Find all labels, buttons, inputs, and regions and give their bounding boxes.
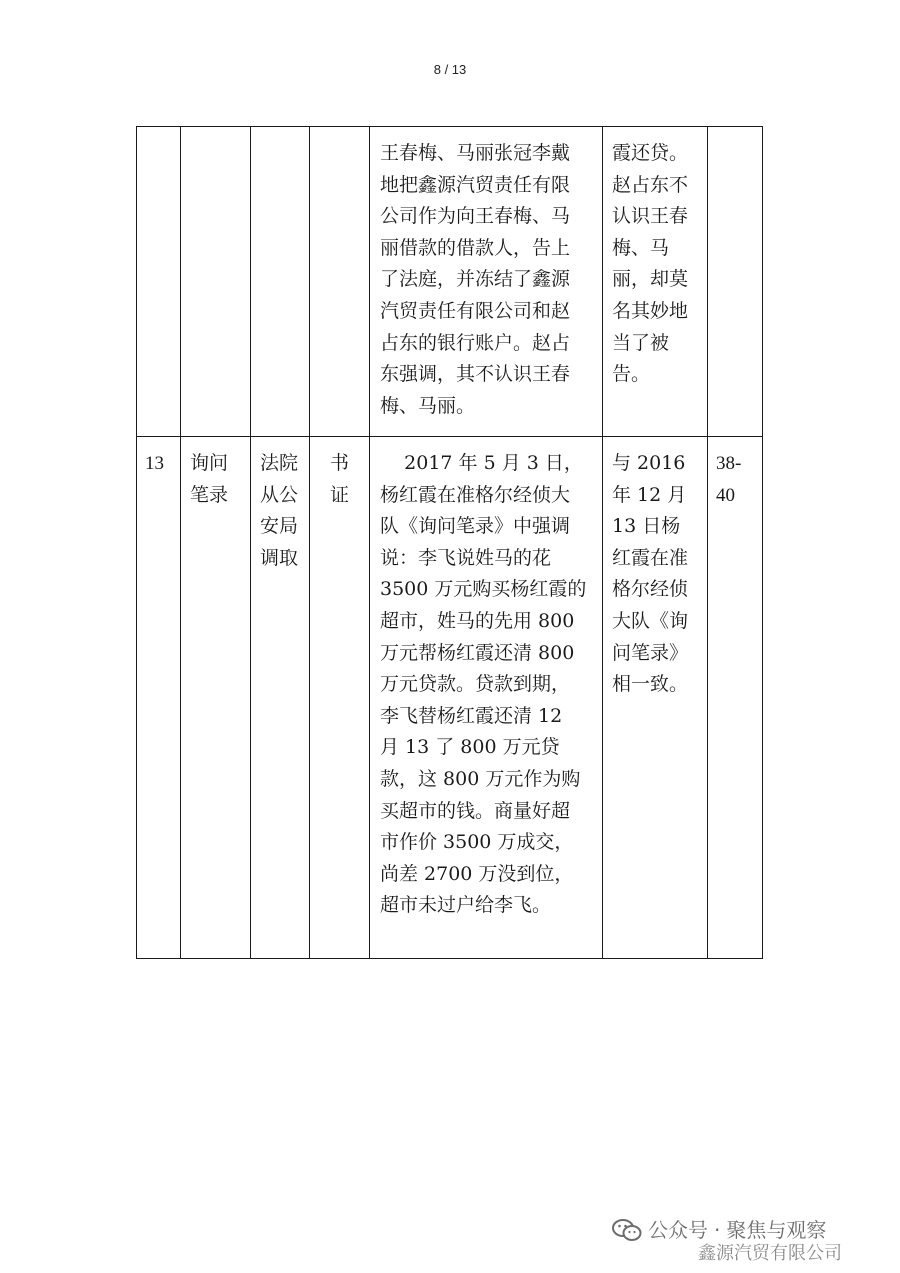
page-number: 8 / 13: [433, 62, 467, 77]
evidence-source-cell: [251, 127, 310, 437]
evidence-name: 询问 笔录: [190, 452, 229, 506]
watermark-company: 鑫源汽贸有限公司: [698, 1243, 842, 1264]
evidence-name-cell: [181, 127, 251, 437]
table-row: [137, 437, 763, 959]
row-number-cell: [137, 437, 181, 959]
proof-purpose-cell: [603, 437, 708, 959]
wechat-icon: [612, 1218, 642, 1242]
watermark-account: 聚焦与观察: [726, 1218, 827, 1242]
evidence-source: 法院 从公 安局 调取: [260, 452, 299, 569]
watermark-separator: ·: [714, 1218, 721, 1242]
wechat-watermark: [612, 1218, 842, 1266]
evidence-content: 2017 年 5 月 3 日， 杨红霞在准格尔经侦大 队《询问笔录》中强调 说：李飞说姓马的花 3500 万元购买杨红霞的 超市，姓马的先用 800 万元帮杨红霞还清 800 万元贷款。贷款到期， 李飞替杨红霞还清 12 月 13 了 800 万元贷 款，这 800 万元作为购 买超市的钱。商量好超 市作价 3500 万成交， 尚差 2700 万没到位， 超市未过户给李飞。: [380, 452, 587, 917]
row-number-cell: [137, 127, 181, 437]
row-number: 13: [145, 453, 164, 474]
evidence-source-cell: [251, 437, 310, 959]
evidence-category-cell: [310, 127, 370, 437]
evidence-table: [136, 126, 763, 959]
proof-purpose-cell: [603, 127, 708, 437]
row-number: [137, 127, 180, 138]
watermark-label: 公众号: [648, 1218, 708, 1242]
page-ref: [708, 127, 762, 138]
evidence-source: [251, 127, 309, 138]
page-ref-cell: [708, 127, 763, 437]
proof-purpose: 霞还贷。 赵占东不 认识王春 梅、马 丽，却莫 名其妙地 当了被 告。: [612, 142, 689, 386]
table-row: [137, 127, 763, 437]
evidence-content-cell: [370, 127, 603, 437]
page-ref: 38- 40: [716, 453, 742, 506]
evidence-name: [181, 127, 250, 138]
page-ref-cell: [708, 437, 763, 959]
evidence-content: 王春梅、马丽张冠李戴 地把鑫源汽贸责任有限 公司作为向王春梅、马 丽借款的借款人，告上 了法庭，并冻结了鑫源 汽贸责任有限公司和赵 占东的银行账户。赵占 东强调，其不认识王春 梅、马丽。: [380, 142, 571, 417]
evidence-category: [310, 127, 369, 138]
evidence-category-cell: [310, 437, 370, 959]
proof-purpose: 与 2016 年 12 月 13 日杨 红霞在准 格尔经侦 大队《询 问笔录》 相一致。: [612, 452, 689, 696]
evidence-name-cell: [181, 437, 251, 959]
evidence-category: 书 证: [330, 452, 350, 506]
evidence-content-cell: [370, 437, 603, 959]
